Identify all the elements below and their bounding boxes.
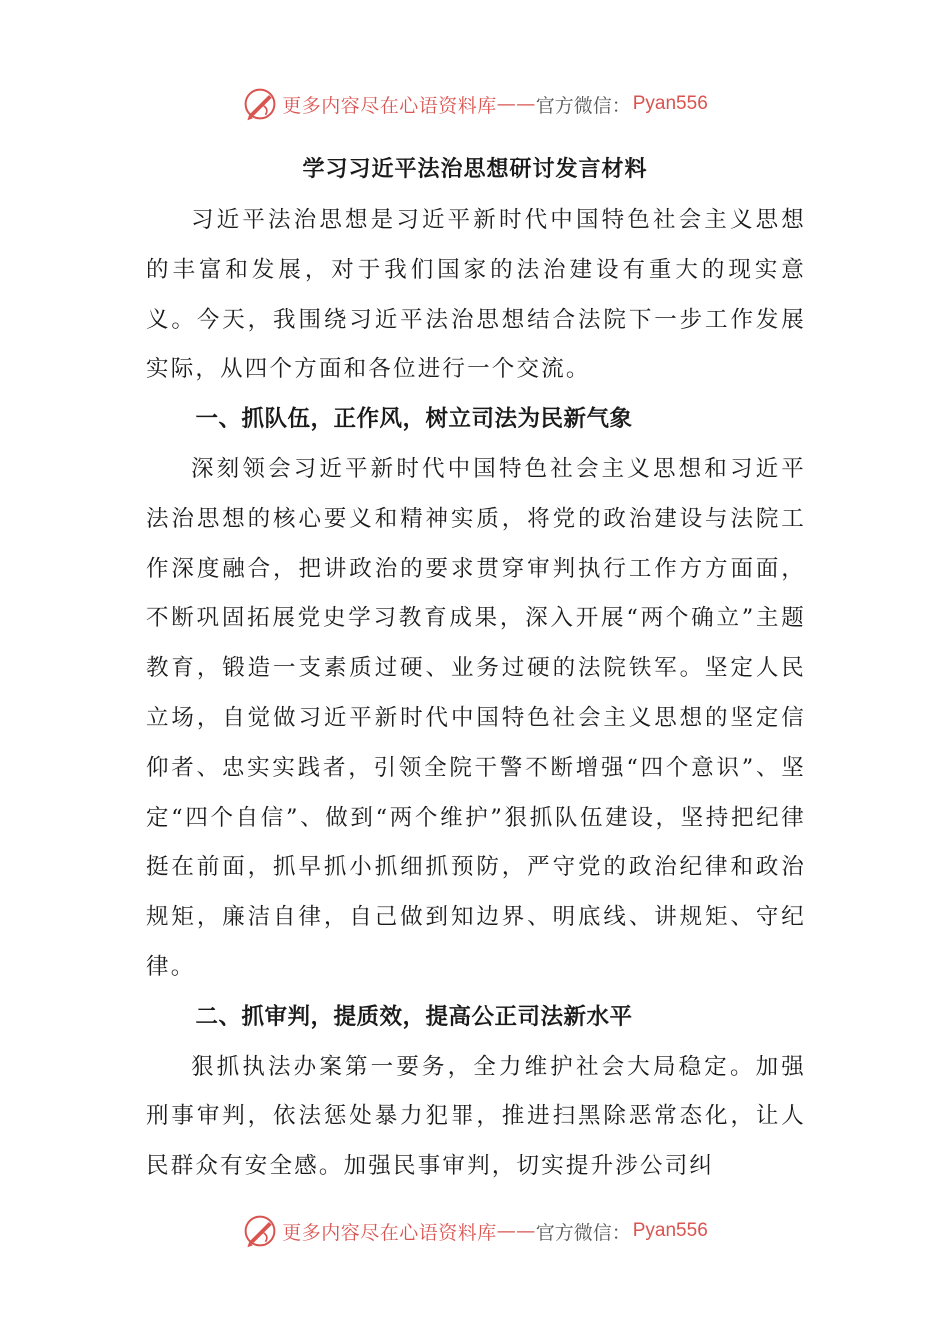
document-body: [146, 196, 806, 1192]
pen-logo-icon: [242, 1213, 278, 1249]
watermark-wechat-label: 官方微信：: [535, 1221, 631, 1244]
pen-logo-icon: [242, 86, 278, 122]
watermark-separator: ——: [496, 93, 536, 115]
section-2-heading: 二、抓审判，提质效，提高公正司法新水平: [195, 1003, 633, 1030]
watermark-separator: ——: [496, 1220, 536, 1242]
section-1-paragraph: 深刻领会习近平新时代中国特色社会主义思想和习近平法治思想的核心要义和精神实质，将党的政治建设与法院工作深度融合，把讲政治的要求贯穿审判执行工作方方面面，不断巩固拓展党史学习教育成果，深入开展“两个确立”主题教育，锻造一支素质过硬、业务过硬的法院铁军。坚定人民立场，自觉做习近平新时代中国特色社会主义思想的坚定信仰者、忠实实践者，引领全院干警不断增强“四个意识”、坚定“四个自信”、做到“两个维护”狠抓队伍建设，坚持把纪律挺在前面，抓早抓小抓细抓预防，严守党的政治纪律和政治规矩，廉洁自律，自己做到知边界、明底线、讲规矩、守纪律。: [146, 455, 806, 980]
intro-paragraph: 习近平法治思想是习近平新时代中国特色社会主义思想的丰富和发展，对于我们国家的法治建设有重大的现实意义。今天，我围绕习近平法治思想结合法院下一步工作发展实际，从四个方面和各位进行一个交流。: [146, 207, 806, 383]
watermark-header: [0, 84, 950, 124]
watermark-footer: [0, 1211, 950, 1251]
section-2-paragraph: 狠抓执法办案第一要务，全力维护社会大局稳定。加强刑事审判，依法惩处暴力犯罪，推进扫黑除恶常态化，让人民群众有安全感。加强民事审判，切实提升涉公司纠: [146, 1053, 806, 1180]
watermark-text: 更多内容尽在心语资料库: [282, 1221, 497, 1244]
watermark-wechat-label: 官方微信：: [535, 94, 631, 117]
section-1-heading: 一、抓队伍，正作风，树立司法为民新气象: [195, 406, 633, 433]
watermark-wechat-id: Pyan556: [632, 1220, 708, 1241]
document-title: 学习习近平法治思想研讨发言材料: [302, 157, 648, 182]
watermark-text: 更多内容尽在心语资料库: [282, 94, 497, 117]
watermark-wechat-id: Pyan556: [632, 93, 708, 114]
